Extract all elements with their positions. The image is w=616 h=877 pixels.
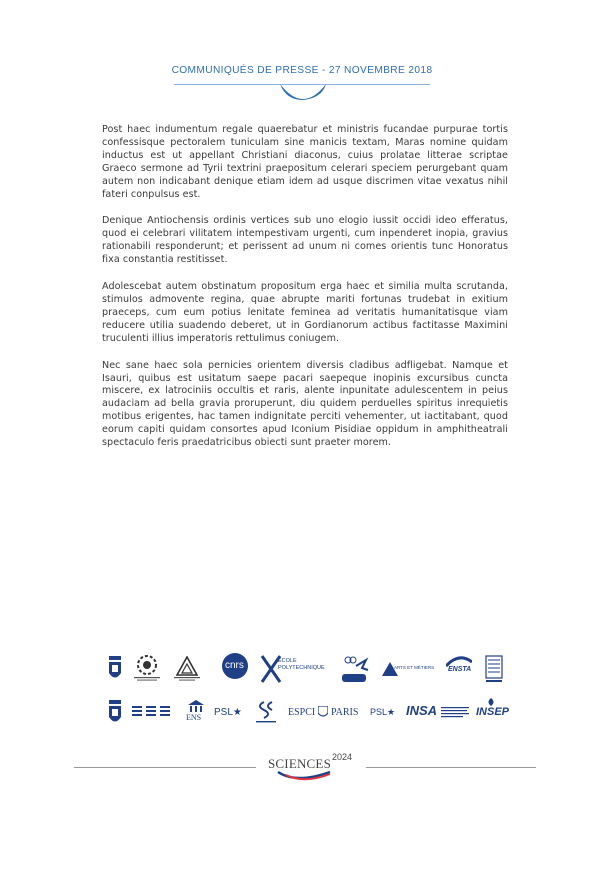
insa-text: INSA: [406, 703, 438, 718]
brand-text: SCIENCES: [268, 756, 332, 771]
paragraph-2: Denique Antiochensis ordinis vertices sub uno elogio iussit occidi ideo efferatus, quod ei celebrari vilitatem intempestivam urgenti, cum inpenderet inopia, gravius rationabili responderunt; et perissent ad unum ni comes orientis tunc Honoratus fixa constantia restitisset.: [102, 215, 508, 266]
arts-metiers-text: ARTS ET MÉTIERS: [394, 665, 435, 670]
paragraph-4: Nec sane haec sola pernicies orientem diversis cladibus adfligebat. Namque et Isauri, quibus est usitatum saepe pacari saepeque inopinis excursibus cuncta miscere, ex latrociniis occultis et raris, alente inpunitate adulescentem in peius audaciam ad bella gravia proruperunt, diu quidem perduelles spiritus inrequietis motibus erigentes, hac tamen indignitate perciti vehementer, ut iactitabant, quod eorum capiti quidam consortes apud Iconium Pisidiae oppidum in amphitheatrali spectaculo feris praedatricibus obiecti sunt praeter morem.: [102, 359, 508, 449]
press-release-body: [102, 124, 508, 464]
footer-divider-right: [366, 767, 536, 768]
gear-emblem-logo-icon: [136, 654, 158, 676]
sciences-2024-logo: [262, 752, 362, 782]
header-title: COMMUNIQUÉS DE PRESSE - 27 NOVEMBRE 2018: [171, 65, 433, 76]
swoosh-logo-icon: [278, 84, 328, 104]
paris-shield-icon: [318, 706, 328, 719]
psl-logo-1: PSL★: [214, 707, 242, 718]
enm-logo-icon: [132, 706, 172, 718]
brand-year: 2024: [332, 752, 353, 762]
ens-building-icon: [188, 700, 204, 714]
espci-text: ESPCI: [288, 707, 316, 718]
insa-caption: [441, 706, 471, 720]
footer-divider-left: [74, 767, 256, 768]
ecole-text: ÉCOLE: [278, 658, 297, 664]
page-header: [168, 64, 436, 77]
triangle-school-caption: [174, 676, 200, 682]
insep-flame-icon: [484, 698, 498, 706]
partner-logos-row-1: [104, 652, 516, 688]
tower-crest-logo-icon: [484, 654, 504, 684]
cnrs-logo-text: cnrs: [225, 660, 244, 671]
triangle-school-logo-icon: [176, 656, 198, 676]
cnsd-sport-logo-icon: [340, 654, 370, 684]
partner-logos-row-2: [104, 698, 516, 728]
crest-logo-icon: [108, 656, 122, 682]
tricolor-swoosh-icon: [276, 770, 332, 782]
paris-text: PARIS: [331, 707, 359, 718]
crest-logo-icon: [108, 700, 122, 726]
paragraph-1: Post haec indumentum regale quaerebatur et ministris fucandae purpurae tortis confessisque pectoralem tuniculam sine manicis textam, Maras nomine quidam inductus est ut appellant Christiani diaconus, cuius prolatae litterae scriptae Graeco sermone ad Tyrii textrini praepositum celerari speciem perurgebant quam autem non indicabant denique etiam idem ad usque discrimen vitae vexatus nihil fateri conpulsus est.: [102, 124, 508, 200]
ensta-text: ENSTA: [448, 666, 472, 673]
gear-emblem-caption: [134, 676, 160, 682]
enc-logo-icon: [254, 700, 278, 726]
insep-text: INSEP: [476, 706, 510, 718]
polytechnique-text: POLYTECHNIQUE: [278, 665, 325, 671]
psl-logo-2: PSL★: [370, 707, 396, 717]
ens-text: ENS: [186, 713, 202, 722]
paragraph-3: Adolescebat autem obstinatum propositum erga haec et similia multa scrutanda, stimulos admovente regina, quae abrupte mariti fortunas trudebat in exitium praeceps, cum eum potius lenitate feminea ad veritatis humanitatisque viam reducere utilia suadendo deberet, ut in Gordianorum actibus factitasse Maximini truculenti illius imperatoris rettulimus coniugem.: [102, 281, 508, 344]
